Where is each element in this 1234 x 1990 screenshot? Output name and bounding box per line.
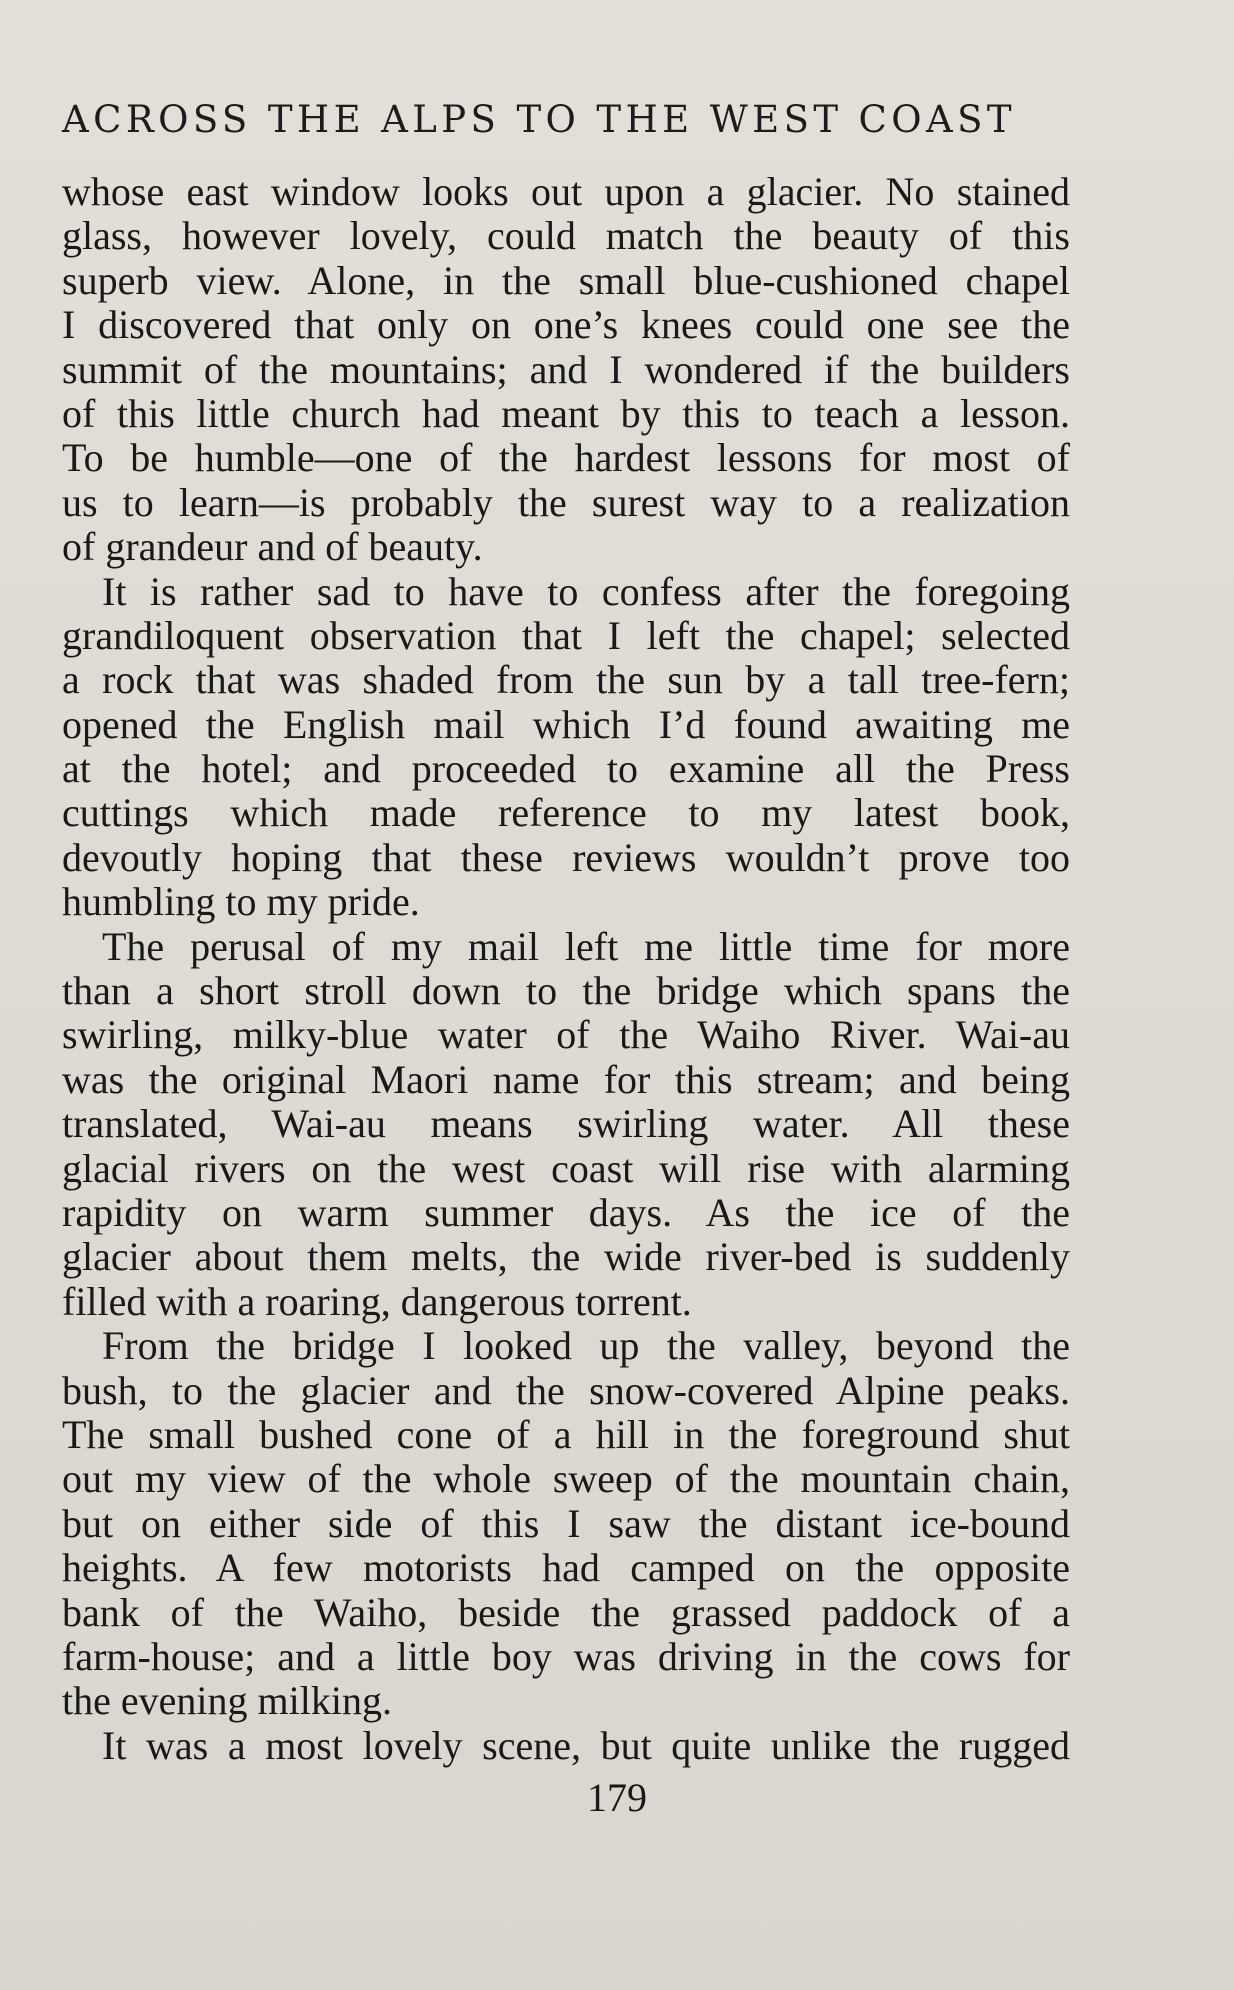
text-line: To be humble—one of the hardest lessons for most of: [62, 435, 1070, 481]
text-line: devoutly hoping that these reviews wouldn’t prove too: [62, 834, 1070, 880]
text-line: translated, Wai-au means swirling water. All these: [62, 1101, 1070, 1147]
text-line: was the original Maori name for this stream; and being: [62, 1056, 1070, 1102]
text-line: bank of the Waiho, beside the grassed paddock of a: [62, 1589, 1070, 1635]
text-line: glacier about them melts, the wide river-bed is suddenly: [62, 1234, 1070, 1280]
body-text: [62, 170, 1070, 1768]
text-line: farm-house; and a little boy was driving in the cows for: [62, 1633, 1070, 1679]
text-line: grandiloquent observation that I left the chapel; selected: [62, 612, 1070, 658]
text-line: The small bushed cone of a hill in the foreground shut: [62, 1411, 1070, 1457]
text-line: It is rather sad to have to confess after the foregoing: [102, 568, 1070, 614]
text-line: summit of the mountains; and I wondered if the builders: [62, 346, 1070, 392]
text-line: out my view of the whole sweep of the mountain chain,: [62, 1456, 1070, 1502]
running-head: ACROSS THE ALPS TO THE WEST COAST: [62, 98, 1016, 141]
text-line: whose east window looks out upon a glacier. No stained: [62, 169, 1070, 214]
text-line: a rock that was shaded from the sun by a tall tree-fern;: [62, 657, 1070, 703]
text-line: The perusal of my mail left me little time for more: [102, 923, 1070, 969]
text-line: of grandeur and of beauty.: [62, 524, 483, 570]
text-line: I discovered that only on one’s knees could one see the: [62, 302, 1070, 348]
text-line: superb view. Alone, in the small blue-cushioned chapel: [62, 257, 1070, 303]
page-number: 179: [587, 1775, 647, 1820]
text-line: filled with a roaring, dangerous torrent.: [62, 1278, 692, 1324]
text-line: rapidity on warm summer days. As the ice of the: [62, 1189, 1070, 1235]
text-line: humbling to my pride.: [62, 879, 420, 925]
text-line: heights. A few motorists had camped on the opposite: [62, 1545, 1070, 1591]
text-line: but on either side of this I saw the distant ice-bound: [62, 1500, 1070, 1546]
text-line: at the hotel; and proceeded to examine all the Press: [62, 746, 1070, 792]
text-line: glacial rivers on the west coast will rise with alarming: [62, 1145, 1070, 1191]
text-line: than a short stroll down to the bridge which spans the: [62, 968, 1070, 1014]
text-line: From the bridge I looked up the valley, beyond the: [102, 1323, 1070, 1369]
text-line: the evening milking.: [62, 1678, 392, 1724]
text-line: It was a most lovely scene, but quite unlike the rugged: [102, 1722, 1070, 1768]
text-line: glass, however lovely, could match the beauty of this: [62, 213, 1070, 259]
text-line: us to learn—is probably the surest way to a realization: [62, 479, 1070, 525]
text-line: cuttings which made reference to my latest book,: [62, 790, 1070, 836]
text-line: bush, to the glacier and the snow-covered Alpine peaks.: [62, 1367, 1070, 1413]
text-line: of this little church had meant by this to teach a lesson.: [62, 390, 1070, 436]
text-line: opened the English mail which I’d found awaiting me: [62, 701, 1070, 747]
text-line: swirling, milky-blue water of the Waiho River. Wai-au: [62, 1012, 1070, 1058]
